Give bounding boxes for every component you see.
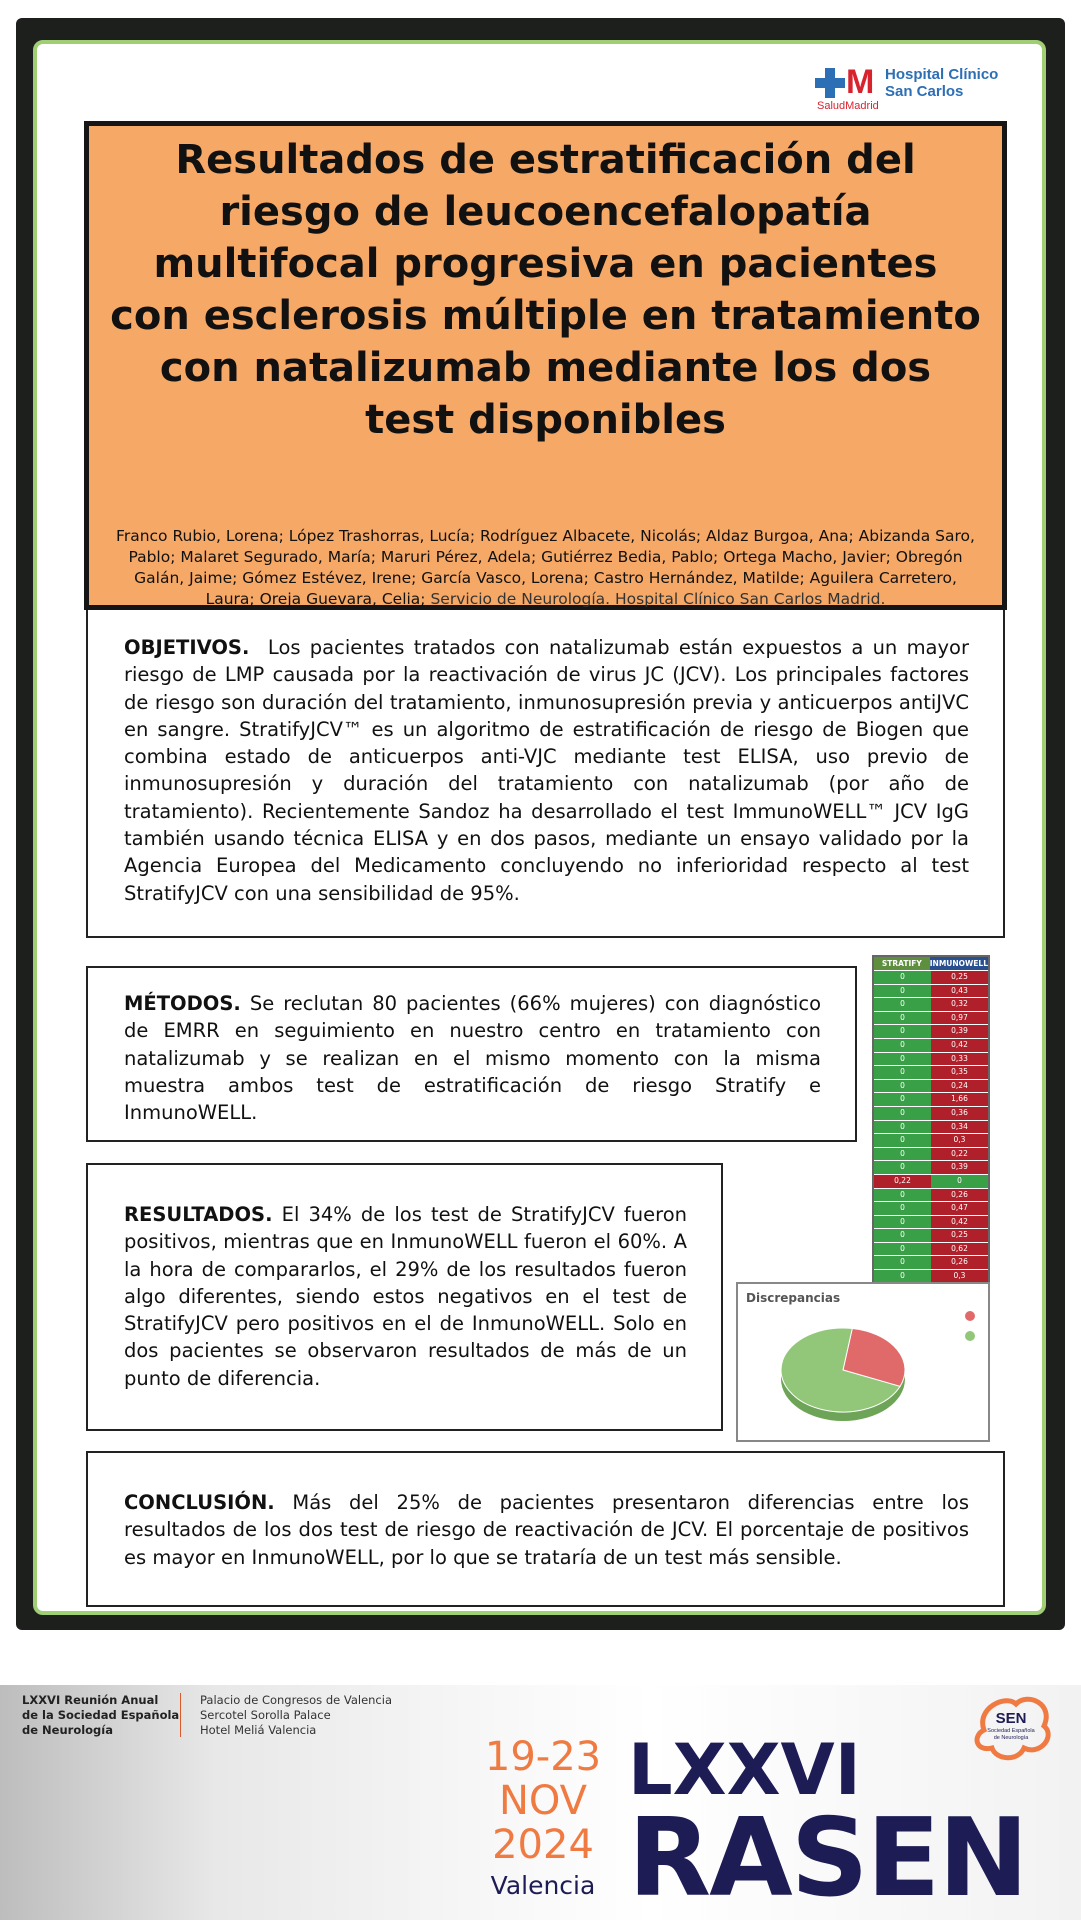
inmunowell-cell: 0,25 <box>931 971 988 984</box>
sen-sub-line2: de Neurología <box>993 1734 1029 1741</box>
table-row <box>874 1038 988 1052</box>
hospital-logo <box>815 64 1000 114</box>
objetivos-paragraph <box>124 634 969 907</box>
stratify-cell: 0 <box>874 1243 931 1256</box>
chart-title: Discrepancias <box>746 1291 841 1305</box>
sen-logo <box>966 1690 1056 1770</box>
section-resultados <box>86 1163 723 1431</box>
inmunowell-cell: 1,66 <box>931 1093 988 1106</box>
inmunowell-cell: 0,39 <box>931 1161 988 1174</box>
dates-year: 2024 <box>492 1822 594 1868</box>
stratify-cell: 0 <box>874 1256 931 1269</box>
table-row <box>874 1215 988 1229</box>
logo-mark: M <box>846 63 875 101</box>
legend-dot-concordantes <box>965 1331 975 1341</box>
stratify-cell: 0 <box>874 1229 931 1242</box>
inmunowell-cell: 0,24 <box>931 1080 988 1093</box>
metodos-paragraph <box>124 990 821 1126</box>
congress-venues <box>200 1693 392 1738</box>
table-row <box>874 1092 988 1106</box>
banner-divider <box>180 1693 181 1737</box>
discrepancias-chart <box>736 1282 990 1442</box>
inmunowell-cell: 0,39 <box>931 1025 988 1038</box>
logo-hospital-name <box>885 66 998 100</box>
sen-logo-text: SEN <box>995 1710 1027 1727</box>
stratify-cell: 0 <box>874 971 931 984</box>
stratify-cell: 0 <box>874 1053 931 1066</box>
table-row <box>874 1065 988 1079</box>
table-row <box>874 1160 988 1174</box>
inmunowell-cell: 0,47 <box>931 1202 988 1215</box>
stratify-cell: 0 <box>874 1202 931 1215</box>
table-row <box>874 984 988 998</box>
inmunowell-cell: 0,3 <box>931 1270 988 1283</box>
stratify-cell: 0 <box>874 1189 931 1202</box>
table-row <box>874 1174 988 1188</box>
stratify-cell: 0 <box>874 1039 931 1052</box>
section-objetivos <box>86 610 1005 938</box>
inmunowell-cell: 0,25 <box>931 1229 988 1242</box>
author-list <box>113 526 978 610</box>
inmunowell-cell: 0,36 <box>931 1107 988 1120</box>
resultados-paragraph <box>124 1201 687 1392</box>
sen-logo-subtitle <box>966 1728 1056 1741</box>
org-line1: LXXVI Reunión Anual <box>22 1693 159 1707</box>
congress-dates <box>478 1735 608 1867</box>
table-header-stratify: STRATIFY <box>874 957 930 970</box>
objetivos-heading: OBJETIVOS. <box>124 636 250 659</box>
stratify-cell: 0,22 <box>874 1175 931 1188</box>
stratify-cell: 0 <box>874 1025 931 1038</box>
table-row <box>874 970 988 984</box>
venue-3: Hotel Meliá Valencia <box>200 1723 317 1737</box>
sen-sub-line1: Sociedad Española <box>987 1728 1035 1734</box>
poster-title: Resultados de estratificación del riesgo de leucoencefalopatía multifocal progresiva en pacientes con esclerosis múltiple en tratamiento con natalizumab mediante los dos test disponibles <box>110 137 981 443</box>
resultados-heading: RESULTADOS. <box>124 1203 273 1226</box>
metodos-text: Se reclutan 80 pacientes (66% mujeres) con diagnóstico de EMRR en seguimiento en nuestro centro en tratamiento con natalizumab y se realizan en el mismo momento con la misma muestra ambos test de estratificación de riesgo Stratify e InmunoWELL. <box>124 992 822 1125</box>
table-header <box>874 957 988 970</box>
medical-cross-icon <box>815 68 845 98</box>
results-table <box>872 955 990 1283</box>
conclusion-heading: CONCLUSIÓN. <box>124 1491 275 1514</box>
table-row <box>874 1120 988 1134</box>
inmunowell-cell: 0,43 <box>931 985 988 998</box>
dates-days: 19-23 <box>484 1734 602 1780</box>
stratify-cell: 0 <box>874 1148 931 1161</box>
stratify-cell: 0 <box>874 1270 931 1283</box>
stratify-cell: 0 <box>874 1161 931 1174</box>
stratify-cell: 0 <box>874 985 931 998</box>
stratify-cell: 0 <box>874 1012 931 1025</box>
table-row <box>874 1147 988 1161</box>
metodos-heading: MÉTODOS. <box>124 992 241 1015</box>
table-row <box>874 1079 988 1093</box>
inmunowell-cell: 0 <box>931 1175 988 1188</box>
inmunowell-cell: 0,32 <box>931 998 988 1011</box>
congress-city: Valencia <box>490 1871 596 1900</box>
table-row <box>874 1024 988 1038</box>
inmunowell-cell: 0,97 <box>931 1012 988 1025</box>
congress-edition: LXXVI <box>628 1729 861 1811</box>
stratify-cell: 0 <box>874 1066 931 1079</box>
resultados-text: El 34% de los test de StratifyJCV fueron positivos, mientras que en InmunoWELL fueron el 60%. A la hora de compararlos, el 29% de los resultados fueron algo diferentes, siendo estos negativos en el test de StratifyJCV pero positivos en el de InmunoWELL. Solo en dos pacientes se observaron resultados de más de un punto de diferencia. <box>124 1203 687 1390</box>
stratify-cell: 0 <box>874 998 931 1011</box>
table-row <box>874 1255 988 1269</box>
venue-2: Sercotel Sorolla Palace <box>200 1708 331 1722</box>
org-line3: de Neurología <box>22 1723 113 1737</box>
objetivos-text: Los pacientes tratados con natalizumab están expuestos a un mayor riesgo de LMP causada por la reactivación de virus JC (JCV). Los principales factores de riesgo son duración del tratamiento, inmunosupresión previa y anticuerpos antiJVC en sangre. StratifyJCV™ es un algoritmo de estratificación de riesgo de Biogen que combina estado de anticuerpos anti-VJC mediante test ELISA, uso previo de inmunosupresión y duración del tratamiento con natalizumab (por año de tratamiento). Recientemente Sandoz ha desarrollado el test ImmunoWELL™ JCV IgG también usando técnica ELISA y en dos pasos, mediante un ensayo validado por la Agencia Europea del Medicamento concluyendo no inferioridad respecto al test StratifyJCV con una sensibilidad de 95%. <box>124 636 969 905</box>
stratify-cell: 0 <box>874 1134 931 1147</box>
stratify-cell: 0 <box>874 1121 931 1134</box>
affiliation-text: Servicio de Neurología. Hospital Clínico San Carlos Madrid. <box>430 590 886 608</box>
logo-name-line1: Hospital Clínico <box>885 66 999 83</box>
table-row <box>874 1228 988 1242</box>
inmunowell-cell: 0,62 <box>931 1243 988 1256</box>
inmunowell-cell: 0,33 <box>931 1053 988 1066</box>
congress-organization <box>22 1693 179 1738</box>
inmunowell-cell: 0,26 <box>931 1256 988 1269</box>
venue-1: Palacio de Congresos de Valencia <box>200 1693 393 1707</box>
stratify-cell: 0 <box>874 1093 931 1106</box>
table-row <box>874 997 988 1011</box>
inmunowell-cell: 0,42 <box>931 1039 988 1052</box>
table-row <box>874 1106 988 1120</box>
inmunowell-cell: 0,26 <box>931 1189 988 1202</box>
pie-chart-svg <box>738 1284 988 1440</box>
title-box <box>84 121 1007 610</box>
conclusion-text: Más del 25% de pacientes presentaron diferencias entre los resultados de los dos test de riesgo de reactivación de JCV. El porcentaje de positivos es mayor en InmunoWELL, por lo que se trataría de un test más sensible. <box>124 1491 970 1569</box>
authors-text: Franco Rubio, Lorena; López Trashorras, Lucía; Rodríguez Albacete, Nicolás; Aldaz Burgoa, Ana; Abizanda Saro, Pablo; Malaret Segurado, María; Maruri Pérez, Adela; Gutiérrez Bedia, Pablo; Ortega Macho, Javier; Obregón Galán, Jaime; Gómez Estévez, Irene; García Vasco, Lorena; Castro Hernández, Matilde; Aguilera Carretero, Laura; Oreja Guevara, Celia; <box>116 527 975 608</box>
conclusion-paragraph <box>124 1489 969 1571</box>
section-metodos <box>86 966 857 1142</box>
inmunowell-cell: 0,3 <box>931 1134 988 1147</box>
stratify-cell: 0 <box>874 1107 931 1120</box>
table-row <box>874 1242 988 1256</box>
table-row <box>874 1133 988 1147</box>
inmunowell-cell: 0,35 <box>931 1066 988 1079</box>
logo-subtitle: SaludMadrid <box>817 100 879 112</box>
org-line2: de la Sociedad Española <box>22 1708 180 1722</box>
logo-name-line2: San Carlos <box>885 83 964 100</box>
congress-banner <box>0 1685 1081 1920</box>
dates-month: NOV <box>498 1778 588 1824</box>
inmunowell-cell: 0,22 <box>931 1148 988 1161</box>
table-header-inmunowell: INMUNOWELL <box>929 959 988 968</box>
inmunowell-cell: 0,42 <box>931 1216 988 1229</box>
congress-event-name: RASEN <box>628 1796 1027 1920</box>
section-conclusion <box>86 1451 1005 1607</box>
table-row <box>874 1201 988 1215</box>
stratify-cell: 0 <box>874 1080 931 1093</box>
table-row <box>874 1052 988 1066</box>
table-row <box>874 1269 988 1283</box>
inmunowell-cell: 0,34 <box>931 1121 988 1134</box>
legend-dot-discrepantes <box>965 1311 975 1321</box>
table-row <box>874 1011 988 1025</box>
table-row <box>874 1188 988 1202</box>
stratify-cell: 0 <box>874 1216 931 1229</box>
